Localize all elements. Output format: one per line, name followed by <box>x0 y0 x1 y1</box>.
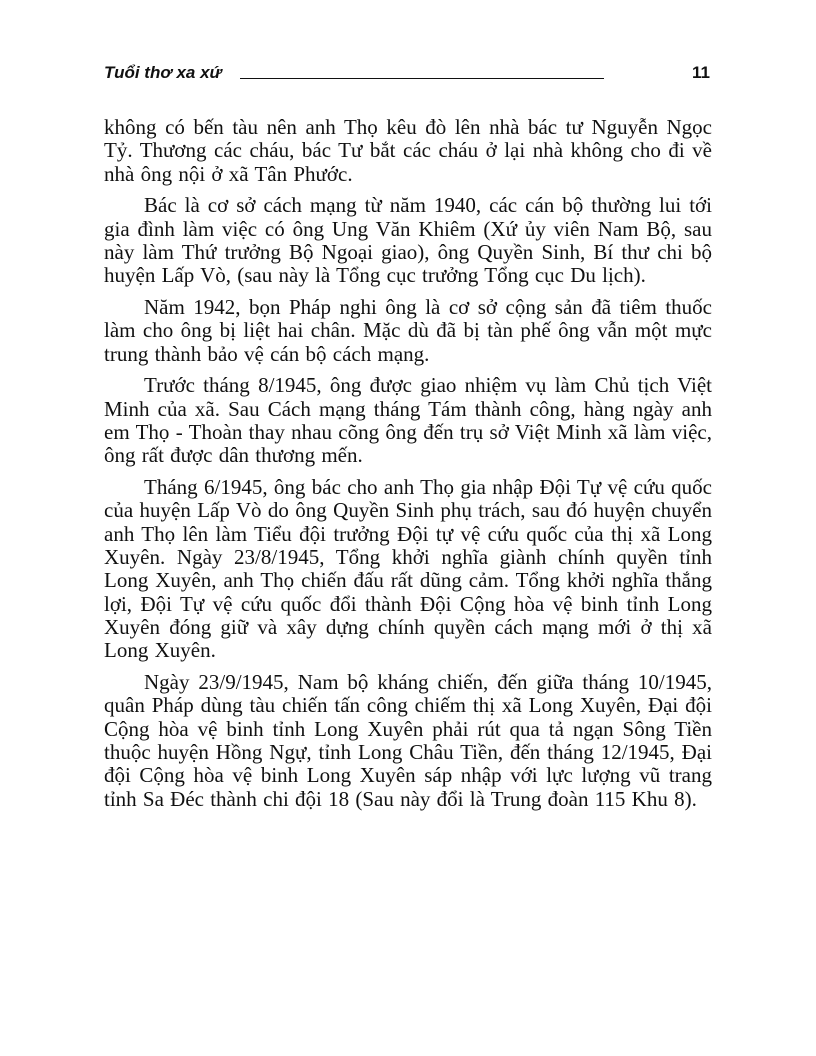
book-page <box>104 60 712 819</box>
page-number: 11 <box>692 63 710 82</box>
header-rule <box>240 78 604 79</box>
paragraph: Bác là cơ sở cách mạng từ năm 1940, các cán bộ thường lui tới gia đình làm việc có ông Ung Văn Khiêm (Xứ ủy viên Nam Bộ, sau này làm Thứ trưởng Bộ Ngoại giao), ông Quyền Sinh, Bí thư chi bộ huyện Lấp Vò, (sau này là Tổng cục trưởng Tổng cục Du lịch). <box>104 193 712 288</box>
paragraph-continued: không có bến tàu nên anh Thọ kêu đò lên nhà bác tư Nguyễn Ngọc Tỷ. Thương các cháu, bác Tư bắt các cháu ở lại nhà không cho đi về nhà ông nội ở xã Tân Phước. <box>104 115 712 186</box>
paragraph: Ngày 23/9/1945, Nam bộ kháng chiến, đến giữa tháng 10/1945, quân Pháp dùng tàu chiến tấn công chiếm thị xã Long Xuyên, Đại đội Cộng hòa vệ binh tỉnh Long Xuyên phải rút qua tả ngạn Sông Tiền thuộc huyện Hồng Ngự, tỉnh Long Châu Tiền, đến tháng 12/1945, Đại đội Cộng hòa vệ binh Long Xuyên sáp nhập với lực lượng vũ trang tỉnh Sa Đéc thành chi đội 18 (Sau này đổi là Trung đoàn 115 Khu 8). <box>104 670 712 811</box>
running-header <box>104 60 712 86</box>
paragraph: Tháng 6/1945, ông bác cho anh Thọ gia nhập Đội Tự vệ cứu quốc của huyện Lấp Vò do ông Quyền Sinh phụ trách, sau đó huyện chuyển anh Thọ lên làm Tiểu đội trưởng Đội tự vệ cứu quốc của thị xã Long Xuyên. Ngày 23/8/1945, Tổng khởi nghĩa giành chính quyền tỉnh Long Xuyên, anh Thọ chiến đấu rất dũng cảm. Tổng khởi nghĩa thắng lợi, Đội Tự vệ cứu quốc đổi thành Đội Cộng hòa vệ binh tỉnh Long Xuyên đóng giữ và xây dựng chính quyền cách mạng mới ở thị xã Long Xuyên. <box>104 475 712 663</box>
paragraph: Trước tháng 8/1945, ông được giao nhiệm vụ làm Chủ tịch Việt Minh của xã. Sau Cách mạng tháng Tám thành công, hàng ngày anh em Thọ - Thoàn thay nhau cõng ông đến trụ sở Việt Minh xã làm việc, ông rất được dân thương mến. <box>104 373 712 468</box>
body-text <box>104 116 712 811</box>
paragraph: Năm 1942, bọn Pháp nghi ông là cơ sở cộng sản đã tiêm thuốc làm cho ông bị liệt hai chân. Mặc dù đã bị tàn phế ông vẫn một mực trung thành bảo vệ cán bộ cách mạng. <box>104 295 712 366</box>
running-header-title: Tuổi thơ xa xứ <box>104 63 222 82</box>
